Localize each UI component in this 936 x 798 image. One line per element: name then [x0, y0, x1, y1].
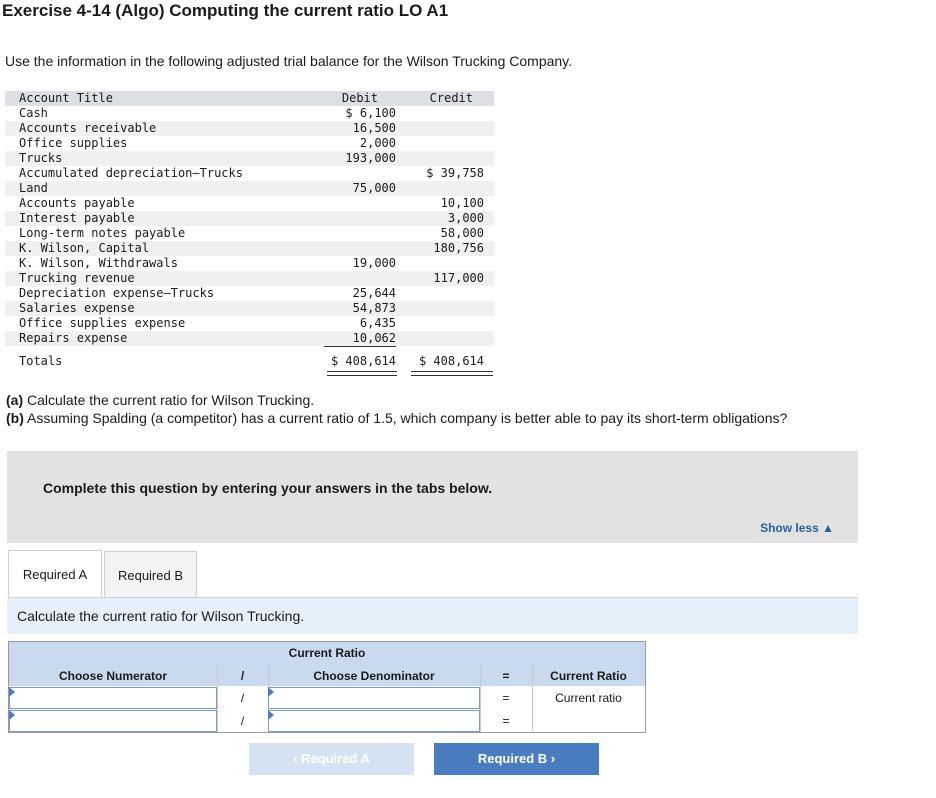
debit-double-underline: [327, 371, 397, 376]
totals-label: Totals: [19, 354, 63, 368]
trial-balance-row: [5, 151, 494, 166]
totals-debit: $ 408,614: [330, 354, 396, 368]
question-a: (a) Calculate the current ratio for Wilson Trucking.: [6, 392, 315, 408]
debit-amount: 75,000: [352, 181, 396, 195]
dropdown-marker-icon: [268, 687, 274, 697]
equals-2: =: [502, 714, 510, 728]
trial-balance-row: [5, 286, 494, 301]
denominator-input-2[interactable]: [268, 710, 480, 732]
account-title: Accounts payable: [19, 196, 135, 210]
tab-instruction: Calculate the current ratio for Wilson Trucking.: [17, 608, 305, 624]
debit-amount: 16,500: [352, 121, 396, 135]
header-equals: =: [480, 664, 532, 686]
header-credit: Credit: [429, 91, 473, 105]
trial-balance-row: [5, 211, 494, 226]
denominator-input-1[interactable]: [268, 687, 480, 709]
credit-amount: 3,000: [447, 211, 484, 225]
previous-button[interactable]: ‹ Required A: [249, 743, 414, 775]
dropdown-marker-icon: [9, 687, 15, 697]
account-title: Office supplies: [19, 136, 128, 150]
account-title: Office supplies expense: [19, 316, 186, 330]
tab-required-b[interactable]: Required B: [104, 551, 197, 597]
show-less-link[interactable]: Show less ▲: [760, 521, 834, 535]
tab-instruction-bar: [7, 598, 858, 634]
header-debit: Debit: [341, 91, 378, 105]
account-title: Interest payable: [19, 211, 135, 225]
questions: [6, 391, 787, 427]
account-title: Land: [19, 181, 48, 195]
next-button[interactable]: Required B ›: [434, 743, 599, 775]
current-ratio-table: [8, 641, 646, 733]
trial-balance-row: [5, 271, 494, 286]
account-title: K. Wilson, Withdrawals: [19, 256, 178, 270]
header-slash: /: [217, 664, 268, 686]
trial-balance-row: [5, 241, 494, 256]
header-numerator: Choose Numerator: [9, 664, 217, 686]
trial-balance: [5, 91, 494, 372]
debit-amount: 54,873: [352, 301, 396, 315]
credit-amount: 117,000: [433, 271, 484, 285]
account-title: Depreciation expense—Trucks: [19, 286, 215, 300]
debit-amount: 10,062: [352, 331, 396, 345]
account-title: Accumulated depreciation—Trucks: [19, 166, 243, 180]
account-title: Trucking revenue: [19, 271, 135, 285]
dropdown-marker-icon: [9, 710, 15, 720]
account-title: Salaries expense: [19, 301, 135, 315]
trial-balance-row: [5, 331, 494, 346]
account-title: K. Wilson, Capital: [19, 241, 150, 255]
debit-amount: 2,000: [359, 136, 396, 150]
credit-amount: 10,100: [440, 196, 484, 210]
numerator-input-1[interactable]: [9, 687, 217, 709]
credit-amount: $ 39,758: [426, 166, 484, 180]
trial-balance-row: [5, 121, 494, 136]
equals-1: =: [502, 691, 510, 705]
trial-balance-row: [5, 226, 494, 241]
trial-balance-header: [5, 91, 494, 106]
account-title: Trucks: [19, 151, 63, 165]
header-current-ratio: Current Ratio: [532, 664, 645, 686]
trial-balance-row: [5, 106, 494, 121]
intro-text: Use the information in the following adjusted trial balance for the Wilson Trucking Company.: [5, 53, 573, 69]
account-title: Long-term notes payable: [19, 226, 186, 240]
debit-amount: 193,000: [345, 151, 396, 165]
credit-double-underline: [411, 371, 493, 376]
trial-balance-row: [5, 301, 494, 316]
debit-amount: 19,000: [352, 256, 396, 270]
account-title: Accounts receivable: [19, 121, 157, 135]
trial-balance-row: [5, 136, 494, 151]
totals-row: [5, 350, 494, 372]
result-label-1: Current ratio: [555, 691, 622, 705]
trial-balance-row: [5, 181, 494, 196]
numerator-input-2[interactable]: [9, 710, 217, 732]
credit-amount: 58,000: [440, 226, 484, 240]
trial-balance-row: [5, 256, 494, 271]
header-denominator: Choose Denominator: [268, 664, 480, 686]
instruction-panel: [7, 451, 858, 543]
trial-balance-row: [5, 196, 494, 211]
page-title: Exercise 4-14 (Algo) Computing the current ratio LO A1: [2, 1, 449, 20]
question-b: (b) Assuming Spalding (a competitor) has a current ratio of 1.5, which company is better able to pay its short-term obligations?: [6, 410, 788, 426]
tab-required-a[interactable]: Required A: [8, 550, 102, 598]
debit-underline: [324, 346, 396, 347]
trial-balance-row: [5, 166, 494, 181]
account-title: Repairs expense: [19, 331, 128, 345]
ratio-table-caption: Current Ratio: [9, 642, 645, 664]
dropdown-marker-icon: [268, 710, 274, 720]
debit-amount: 6,435: [359, 316, 396, 330]
panel-instruction: Complete this question by entering your answers in the tabs below.: [43, 480, 493, 496]
debit-amount: $ 6,100: [345, 106, 396, 120]
totals-credit: $ 408,614: [418, 354, 484, 368]
slash-1: /: [240, 691, 245, 705]
credit-amount: 180,756: [433, 241, 484, 255]
account-title: Cash: [19, 106, 48, 120]
header-account-title: Account Title: [19, 91, 113, 105]
slash-2: /: [240, 714, 245, 728]
trial-balance-row: [5, 316, 494, 331]
debit-amount: 25,644: [352, 286, 396, 300]
result-value-2: [532, 710, 645, 732]
